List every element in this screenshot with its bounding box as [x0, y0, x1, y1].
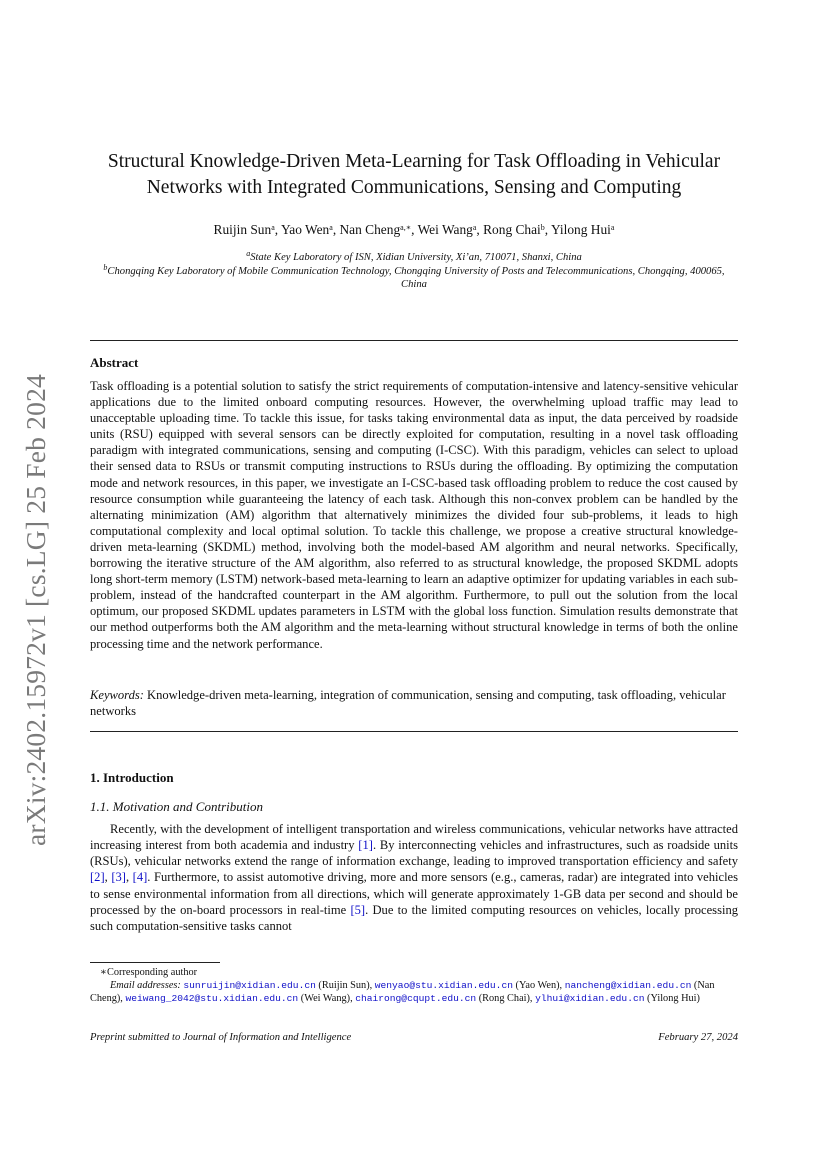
email-link[interactable]: wenyao@stu.xidian.edu.cn — [374, 979, 513, 991]
author-list: Ruijin Sun$^a$, Yao Wen$^a$, Nan Cheng$^{a,∗}$, Wei Wang$^a$, Rong Chai$^b$, Yilong Hui$^a$ — [213, 222, 615, 237]
introduction-paragraph: Recently, with the development of intelligent transportation and wireless communications, vehicular networks have attracted increasing interest from both academia and industry [1]. By interconnecting vehicles and infrastructures, such as roadside units (RSUs), vehicular networks extend the range of information exchange, leading to improved transportation efficiency and safety [2], [3], [4]. Furthermore, to assist automotive driving, more and more sensors (e.g., cameras, radar) are integrated into vehicles to sense environmental information from all directions, which will generate approximately 1-GB data per second and should be processed by the on-board processors in real-time [5]. Due to the limited computing resources on vehicles, locally processing such computation-sensitive tasks cannot — [90, 822, 739, 933]
author: Nan Cheng — [339, 222, 401, 237]
footnote-rule — [90, 962, 220, 963]
email-label: Email addresses: — [110, 979, 181, 991]
affiliations — [90, 251, 738, 292]
author: Wei Wang — [417, 222, 473, 237]
journal-note: Preprint submitted to Journal of Information and Intelligence — [90, 1032, 352, 1043]
email-addresses: Email addresses: sunruijin@xidian.edu.cn (Ruijin Sun), wenyao@stu.xidian.edu.cn (Yao Wen), nancheng@xidian.edu.cn (Nan Cheng), weiwang_2042@stu.xidian.edu.cn (Wei Wang), chairong@cqupt.edu.cn (Rong Chai), ylhui@xidian.edu.cn (Yilong Hui) — [90, 979, 715, 1004]
email-link[interactable]: chairong@cqupt.edu.cn — [355, 992, 477, 1004]
email-link[interactable]: sunruijin@xidian.edu.cn — [183, 979, 316, 991]
citation-link[interactable]: [3] — [111, 870, 126, 885]
abstract-heading: Abstract — [90, 355, 139, 370]
arxiv-identifier: arXiv:2402.15972v1 [cs.LG] 25 Feb 2024 — [20, 374, 51, 846]
keywords-label: Keywords: — [90, 688, 144, 702]
citation-link[interactable]: [4] — [132, 870, 148, 885]
paper-title: Structural Knowledge-Driven Meta-Learning for Task Offloading in Vehicular Networks with Integrated Communications, Sensing and Computing — [107, 151, 721, 198]
email-link[interactable]: weiwang_2042@stu.xidian.edu.cn — [125, 992, 299, 1004]
subsection-heading: 1.1. Motivation and Contribution — [90, 799, 263, 814]
citation-link[interactable]: [1] — [358, 838, 373, 853]
abstract-top-rule — [90, 340, 738, 341]
author-affiliation-mark: a,∗ — [400, 223, 412, 232]
abstract-bottom-rule — [90, 731, 738, 732]
abstract-text: Task offloading is a potential solution to satisfy the strict requirements of computation-intensive and latency-sensitive vehicular applications due to the limited onboard computing resources. However, the overwhelming upload traffic may lead to unacceptable uploading time. To tackle this issue, for tasks taking environmental data as input, the data perceived by roadside units (RSU) equipped with several sensors can be directly exploited for computation, resulting in a novel task offloading paradigm with integrated communications, sensing and computing (I-CSC). With this paradigm, vehicles can select to upload their sensed data to RSUs or transmit computing instructions to RSUs during the offloading. By optimizing the computation mode and network resources, in this paper, we investigate an I-CSC-based task offloading problem to reduce the cost caused by resource consumption while guaranteeing the latency of each task. Although this non-convex problem can be handled by the alternating minimization (AM) algorithm that alternatively minimizes the divided four sub-problems, it leads to high computational complexity and local optimal solution. To tackle this challenge, we propose a creative structural knowledge-driven meta-learning (SKDML) method, involving both the model-based AM algorithm and neural networks. Specifically, borrowing the iterative structure of the AM algorithm, also referred to as structural knowledge, the proposed SKDML adopts long short-term memory (LSTM) network-based meta-learning to learn an adaptive optimizer for updating variables in each sub-problem, instead of the handcrafted counterpart in the AM algorithm. Furthermore, to pull out the solution from the local optimum, our proposed SKDML updates parameters in LSTM with the global loss function. Simulation results demonstrate that our method outperforms both the AM algorithm and the meta-learning without structural knowledge in terms of both the online processing time and the network performance. — [90, 379, 738, 651]
author: Ruijin Sun — [213, 222, 272, 237]
keywords-text: Knowledge-driven meta-learning, integration of communication, sensing and computing, task offloading, vehicular networks — [90, 688, 726, 718]
arxiv-watermark — [12, 365, 60, 855]
author: Yilong Hui — [550, 222, 611, 237]
author-affiliation-mark: a — [271, 223, 275, 232]
keywords — [90, 687, 738, 719]
author-affiliation-mark: a — [472, 223, 477, 232]
author-affiliation-mark: a — [329, 223, 333, 232]
affiliation-b: $^b$Chongqing Key Laboratory of Mobile Communication Technology, Chongqing University of Posts and Telecommunications, Chongqing, 400065, China — [103, 262, 725, 291]
affiliation-mark: b — [103, 262, 108, 272]
section-heading: 1. Introduction — [90, 770, 174, 785]
affiliation-a: $^a$State Key Laboratory of ISN, Xidian University, Xi’an, 710071, Shanxi, China — [246, 249, 582, 263]
corresponding-author-note: ∗Corresponding author — [100, 967, 198, 978]
citation-link[interactable]: [5] — [350, 902, 366, 917]
author-affiliation-mark: a — [610, 223, 615, 232]
citation-link[interactable]: [2] — [90, 870, 105, 885]
affiliation-mark: a — [246, 249, 251, 258]
author: Yao Wen — [280, 222, 330, 237]
footnote — [90, 967, 738, 1006]
author-affiliation-mark: b — [540, 223, 545, 232]
email-link[interactable]: ylhui@xidian.edu.cn — [535, 992, 645, 1004]
submission-date: February 27, 2024 — [658, 1032, 738, 1043]
author: Rong Chai — [483, 222, 541, 237]
email-link[interactable]: nancheng@xidian.edu.cn — [564, 979, 692, 991]
